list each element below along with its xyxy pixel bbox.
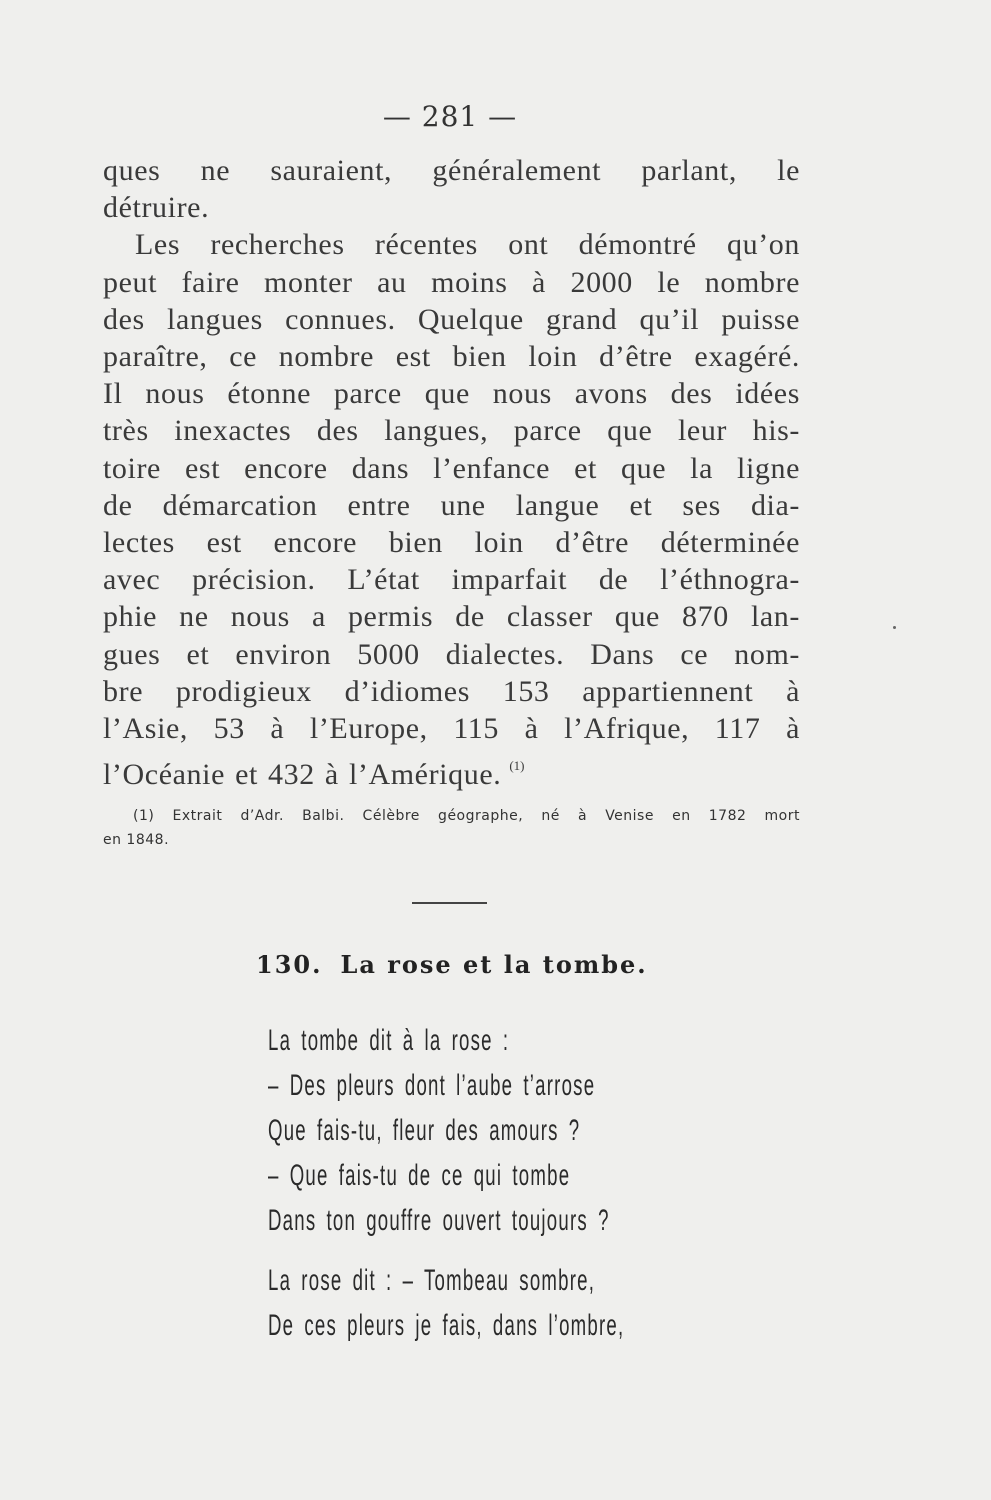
poem-line: La tombe dit à la rose : bbox=[268, 1024, 510, 1057]
body-line: Les recherches récentes ont démontré qu’on bbox=[135, 228, 800, 262]
poem-line: Dans ton gouffre ouvert toujours ? bbox=[268, 1204, 610, 1237]
footnote bbox=[103, 804, 800, 852]
footnote-line: en 1848. bbox=[103, 832, 170, 848]
footnote-line: (1) Extrait d’Adr. Balbi. Célèbre géographe, né à Venise en 1782 mort bbox=[133, 808, 800, 824]
poem-line: – Des pleurs dont l’aube t’arrose bbox=[268, 1069, 596, 1102]
poem-line: De ces pleurs je fais, dans l’ombre, bbox=[268, 1309, 625, 1342]
body-line: de démarcation entre une langue et ses dia- bbox=[103, 488, 800, 522]
section-divider bbox=[412, 902, 487, 904]
body-line: lectes est encore bien loin d’être déterminée bbox=[103, 526, 800, 560]
poem-stanza-1 bbox=[268, 1018, 819, 1243]
poem-line: Que fais-tu, fleur des amours ? bbox=[268, 1114, 581, 1147]
page-number: — 281 — bbox=[382, 100, 518, 133]
body-line: ques ne sauraient, généralement parlant, le bbox=[103, 154, 800, 187]
footnote-reference[interactable]: (1) bbox=[509, 758, 525, 774]
body-paragraphs bbox=[103, 152, 800, 793]
body-line: paraître, ce nombre est bien loin d’être exagéré. bbox=[103, 340, 800, 374]
body-line-text: l’Océanie et 432 à l’Amérique. bbox=[103, 758, 502, 792]
body-line: très inexactes des langues, parce que leur his- bbox=[103, 414, 800, 448]
body-line: l’Asie, 53 à l’Europe, 115 à l’Afrique, 117 à bbox=[103, 712, 800, 746]
poem-heading bbox=[256, 950, 648, 979]
body-line: détruire. bbox=[103, 191, 210, 225]
body-line: Il nous étonne parce que nous avons des idées bbox=[103, 377, 800, 411]
poem-title: La rose et la tombe. bbox=[340, 950, 648, 979]
body-line: phie ne nous a permis de classer que 870 lan- bbox=[103, 600, 800, 634]
paper-speck bbox=[893, 626, 896, 629]
body-line-last bbox=[103, 747, 800, 793]
poem-number: 130. bbox=[256, 950, 323, 979]
poem-line: – Que fais-tu de ce qui tombe bbox=[268, 1159, 571, 1192]
poem-line: La rose dit : – Tombeau sombre, bbox=[268, 1264, 596, 1297]
body-line: toire est encore dans l’enfance et que la ligne bbox=[103, 451, 800, 485]
body-line: des langues connues. Quelque grand qu’il puisse bbox=[103, 302, 800, 336]
body-line: avec précision. L’état imparfait de l’éthnogra- bbox=[103, 563, 800, 597]
poem-stanza-2 bbox=[268, 1258, 843, 1348]
body-line: bre prodigieux d’idiomes 153 appartiennent à bbox=[103, 674, 800, 708]
body-line: gues et environ 5000 dialectes. Dans ce nom- bbox=[103, 637, 800, 671]
body-line: peut faire monter au moins à 2000 le nombre bbox=[103, 265, 800, 299]
